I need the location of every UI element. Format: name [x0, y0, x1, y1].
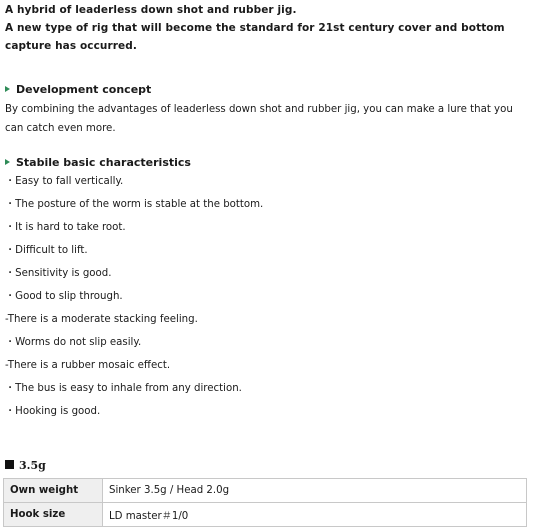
list-item: ・It is hard to take root. — [5, 222, 126, 233]
intro-line-1: A hybrid of leaderless down shot and rubber jig. — [5, 4, 297, 16]
list-item: ・Worms do not slip easily. — [5, 337, 142, 348]
list-item: ・The posture of the worm is stable at the bottom. — [5, 199, 264, 210]
characteristics-list — [5, 173, 263, 426]
list-item: ・Hooking is good. — [5, 406, 101, 417]
list-item: ・Difficult to lift. — [5, 245, 88, 256]
square-bullet-icon — [5, 460, 14, 469]
intro-block — [5, 1, 525, 55]
triangle-bullet-icon — [5, 159, 10, 165]
list-item: ・The bus is easy to inhale from any direction. — [5, 383, 242, 394]
table-row — [4, 503, 527, 527]
spec-label-hook-size: Hook size — [4, 503, 103, 527]
development-heading-label: Development concept — [16, 83, 152, 96]
spec-value-own-weight: Sinker 3.5g / Head 2.0g — [103, 479, 527, 503]
list-item: ・Good to slip through. — [5, 291, 123, 302]
spec-title — [5, 458, 46, 474]
list-item: -There is a moderate stacking feeling. — [5, 314, 198, 325]
spec-title-label: 3.5g — [19, 459, 46, 472]
list-item: -There is a rubber mosaic effect. — [5, 360, 171, 371]
development-heading — [5, 82, 151, 98]
triangle-bullet-icon — [5, 86, 10, 92]
spec-table — [3, 478, 527, 527]
development-text: By combining the advantages of leaderless down shot and rubber jig, you can make a lure that you can catch even more. — [5, 104, 513, 134]
list-item: ・Sensitivity is good. — [5, 268, 112, 279]
table-row — [4, 479, 527, 503]
characteristics-heading — [5, 155, 191, 171]
spec-label-own-weight: Own weight — [4, 479, 103, 503]
spec-value-hook-size: LD master＃1/0 — [103, 503, 527, 527]
list-item: ・Easy to fall vertically. — [5, 176, 124, 187]
intro-line-2: A new type of rig that will become the standard for 21st century cover and bottom capture has occurred. — [5, 22, 505, 52]
characteristics-heading-label: Stabile basic characteristics — [16, 156, 191, 169]
